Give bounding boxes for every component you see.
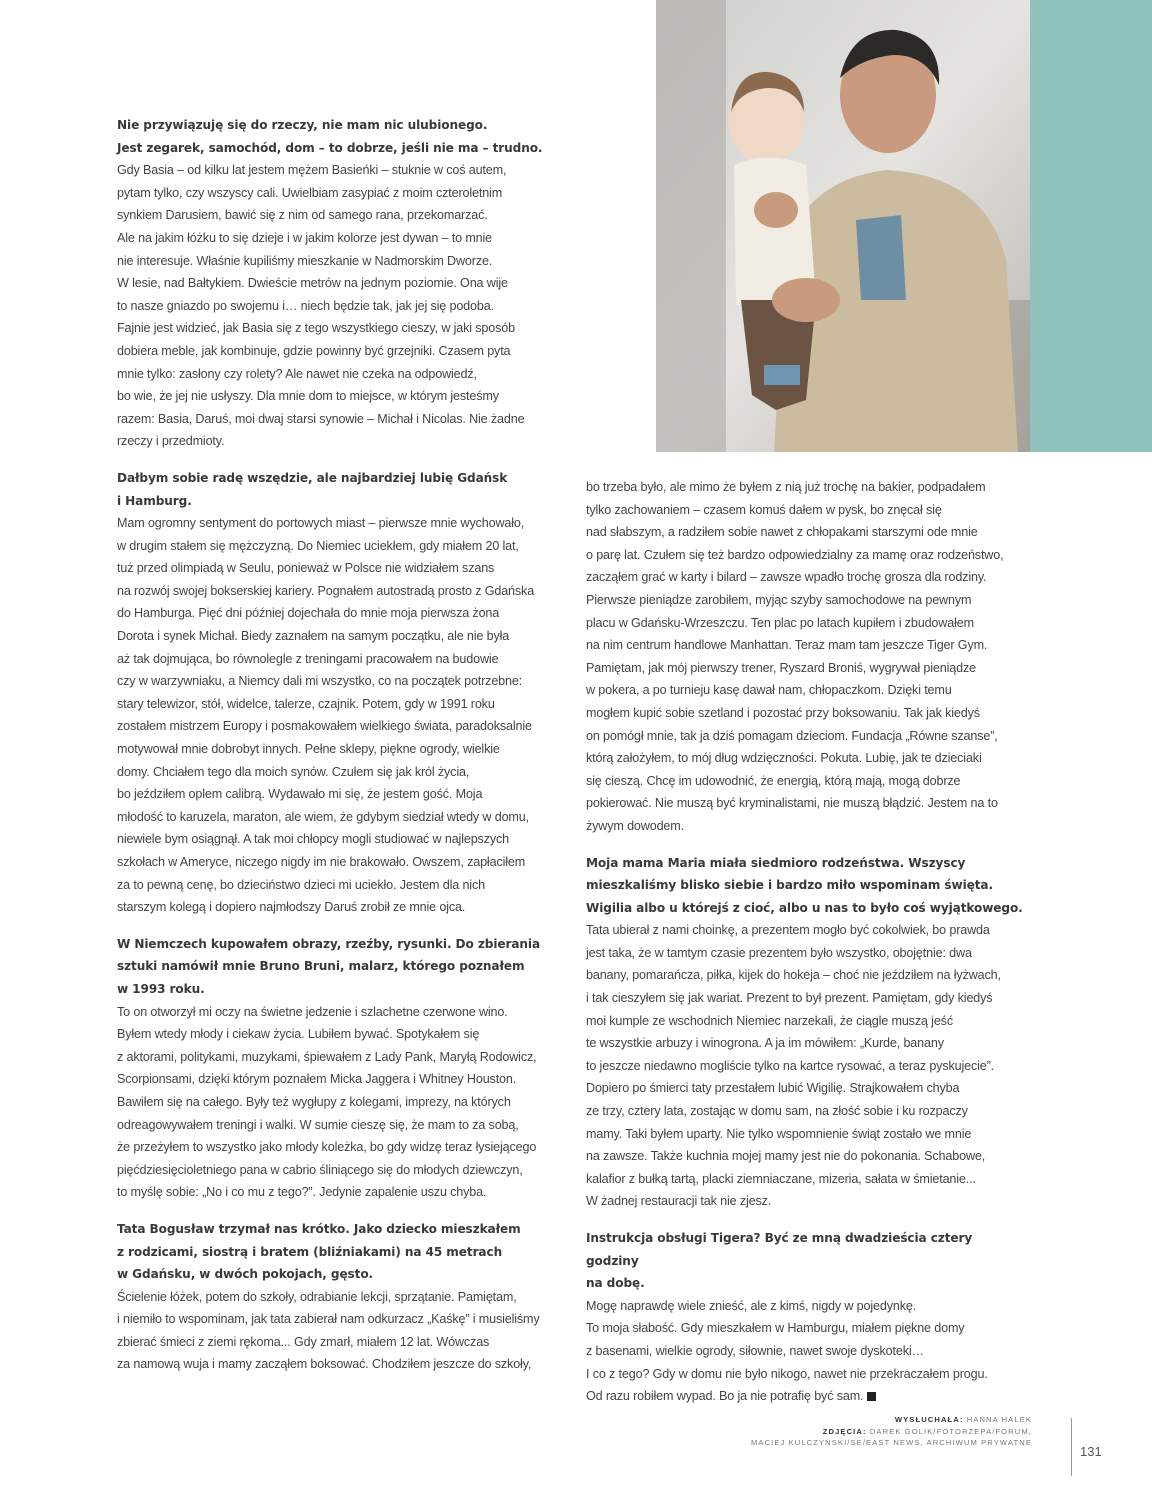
credit-photos-label: ZDJĘCIA: [822,1426,867,1436]
page-number: 131 [1080,1444,1102,1459]
section-heading: Instrukcja obsługi Tigera? Być ze mną dwadzieścia cztery godziny na dobę. [586,1231,973,1291]
article-section [117,933,557,1204]
final-paragraph-text: Mogę naprawdę wiele znieść, ale z kimś, nigdy w pojedynkę. To moja słabość. Gdy mieszkałem w Hamburgu, miałem piękne domy z basenami, wielkie ogrody, siłownie, nawet swoje dyskoteki… I co z tego? Gdy w domu nie było nikogo, nawet nie przekraczałem progu. Od razu robiłem wypad. Bo ja nie potrafię być sam. [586,1298,988,1404]
section-body: Gdy Basia – od kilku lat jestem mężem Basieńki – stuknie w coś autem, pytam tylko, czy wszyscy cali. Uwielbiam zasypiać z moim czteroletnim synkiem Darusiem, bawić się z nim od samego rana, przekomarzać. Ale na jakim łóżku to się dzieje i w jakim kolorze jest dywan – to mnie nie interesuje. Właśnie kupiliśmy mieszkanie w Nadmorskim Dworze. W lesie, nad Bałtykiem. Dwieście metrów na jednym poziomie. Ona wije to nasze gniazdo po swojemu i… niech będzie tak, jak jej się podoba. Fajnie jest widzieć, jak Basia się z tego wszystkiego cieszy, w jaki sposób dobiera meble, jak kombinuje, gdzie powinny być grzejniki. Czasem pyta mnie tylko: zasłony czy rolety? Ale nawet nie czeka na odpowiedź, bo wie, że jej nie usłyszy. Dla mnie dom to miejsce, w którym jesteśmy razem: Basia, Daruś, moi dwaj starsi synowie – Michał i Nicolas. Nie żadne rzeczy i przedmioty. [117,163,525,449]
section-heading: Dałbym sobie radę wszędzie, ale najbardziej lubię Gdańsk i Hamburg. [117,470,508,508]
section-heading: W Niemczech kupowałem obrazy, rzeźby, rysunki. Do zbierania sztuki namówił mnie Bruno Bruni, malarz, którego poznałem w 1993 roku. [117,936,541,996]
credit-photos-line2: MACIEJ KULCZYŃSKI/SE/EAST NEWS, ARCHIWUM PRYWATNE [750,1438,1032,1447]
credits-block [751,1414,1032,1449]
end-of-article-square-icon [867,1392,876,1401]
section-body: bo trzeba było, ale mimo że byłem z nią już trochę na bakier, podpadałem tylko zachowaniem – czasem komuś dałem w pysk, bo znęcał się nad słabszym, a radziłem sobie nawet z chłopakami starszymi ode mnie o parę lat. Czułem się też bardzo odpowiedzialny za mamę oraz rodzeństwo, zacząłem grać w karty i bilard – zawsze wpadło trochę grosza dla rodziny. Pierwsze pieniądze zarobiłem, myjąc szyby samochodowe na pewnym placu w Gdańsku-Wrzeszczu. Ten plac po latach kupiłem i zbudowałem na nim centrum handlowe Manhattan. Teraz mam tam jeszcze Tiger Gym. Pamiętam, jak mój pierwszy trener, Ryszard Broniś, wygrywał pieniądze w pokera, a po turnieju kasę dawał nam, chłopaczkom. Dzięki temu mogłem kupić sobie szetland i pozostać przy boksowaniu. Tak jak kiedyś on pomógł mnie, tak ja dziś pomagam dzieciom. Fundacja „Równe szanse”, którą założyłem, to mój dług wdzięczności. Pokuta. Lubię, jak te dzieciaki się cieszą. Chcę im udowodnić, że energią, którą mają, mogą dobrze pokierować. Nie muszą być kryminalistami, nie muszą błądzić. Jestem na to żywym dowodem. [586,480,1004,833]
section-body-final [586,1295,1026,1408]
section-heading: Moja mama Maria miała siedmioro rodzeństwa. Wszyscy mieszkaliśmy blisko siebie i bardzo miło wspominam święta. Wigilia albo u którejś z cioć, albo u nas to było coś wyjątkowego. [586,855,1023,915]
credit-interview [751,1414,1032,1426]
article-section [117,467,557,919]
section-body: To on otworzył mi oczy na świetne jedzenie i szlachetne czerwone wino. Byłem wtedy młody i ciekaw życia. Lubiłem bywać. Spotykałem się z aktorami, politykami, muzykami, śpiewałem z Lady Pank, Maryłą Rodowicz, Scorpionsami, dzięki którym poznałem Micka Jaggera i Whitney Houston. Bawiłem się na całego. Były też wygłupy z kolegami, imprezy, na których odreagowywałem treningi i walki. W sumie cieszę się, że mam to za sobą, że przeżyłem to wszystko jako młody koleżka, bo gdy widzę teraz łysiejącego pięćdziesięcioletniego pana w cabrio śliniącego się do młodych dziewczyn, to myślę sobie: „No i co mu z tego?”. Jedynie zapalenie uszu chyba. [117,1004,537,1200]
article-column-left [117,114,557,1390]
credit-photos-line1: DAREK GOLIK/FOTORZEPA/FORUM, [869,1426,1032,1436]
credit-interview-label: WYSŁUCHAŁA: [894,1415,964,1424]
credit-interview-name: HANNA HALEK [966,1415,1032,1424]
photo-father-with-baby [656,0,1030,452]
section-body: Mam ogromny sentyment do portowych miast – pierwsze mnie wychowało, w drugim stałem się mężczyzną. Do Niemiec uciekłem, gdy miałem 20 lat, tuż przed olimpiadą w Seulu, ponieważ w Polsce nie widziałem szans na rozwój swojej bokserskiej kariery. Pognałem autostradą prosto z Gdańska do Hamburga. Pięć dni później dojechała do mnie moja pierwsza żona Dorota i synek Michał. Biedy zaznałem na samym początku, ale nie była aż tak dojmująca, bo równolegle z treningami pracowałem na budowie czy w warzywniaku, a Niemcy dali mi wszystko, co na początek potrzebne: stary telewizor, stół, widelce, talerze, czajnik. Potem, gdy w 1991 roku zostałem mistrzem Europy i posmakowałem wielkiego świata, paradoksalnie motywował mnie dobrobyt innych. Pełne sklepy, piękne ogrody, wielkie domy. Chciałem tego dla moich synów. Czułem się jak król życia, bo jeździłem oplem calibrą. Wydawało mi się, że jestem gość. Moja młodość to karuzela, maraton, ale wiem, że gdybym siedział wtedy w domu, niewiele bym osiągnął. A tak moi chłopcy mogli studiować w najlepszych szkołach w Ameryce, niczego nigdy im nie brakowało. Owszem, zapłaciłem za to pewną cenę, bo dzieciństwo dzieci mi uciekło. Jestem dla nich starszym kolegą i dopiero najmłodszy Daruś zrobił ze mnie ojca. [117,516,535,915]
accent-color-band [1030,0,1152,452]
article-continuation [586,476,1026,838]
section-heading: Nie przywiązuję się do rzeczy, nie mam nic ulubionego. Jest zegarek, samochód, dom – to dobrze, jeśli nie ma – trudno. [117,118,543,155]
article-section [586,1227,1026,1408]
section-body: Tata ubierał z nami choinkę, a prezentem mogło być cokolwiek, bo prawda jest taka, że w tamtym czasie prezentem było wszystko, obojętnie: dwa banany, pomarańcza, piłka, kijek do hokeja – choć nie jeździłem na łyżwach, i tak cieszyłem się jak wariat. Prezent to był prezent. Pamiętam, gdy kiedyś moi kumple ze wschodnich Niemiec narzekali, że ciągle muszą jeść te wszystkie arbuzy i winogrona. A ja im mówiłem: „Kurde, banany to jeszcze niedawno mogliście tylko na kartce rysować, a teraz pyskujecie”. Dopiero po śmierci taty przestałem lubić Wigilię. Strajkowałem chyba ze trzy, cztery lata, zostając w domu sam, na złość sobie i ku rozpaczy mamy. Taki byłem uparty. Nie tylko wspomnienie świąt zostało we mnie na zawsze. Także kuchnia mojej mamy jest nie do pokonania. Schabowe, kalafior z bułką tartą, placki ziemniaczane, mizeria, sałata w śmietanie... W żadnej restauracji tak nie zjesz. [586,923,1001,1209]
section-body: Ścielenie łóżek, potem do szkoły, odrabianie lekcji, sprzątanie. Pamiętam, i niemiło to wspominam, jak tata zabierał nam odkurzacz „Kaśkę” i musieliśmy zbierać śmieci z ziemi rękoma... Gdy zmarł, miałem 12 lat. Wówczas za namową wuja i mamy zacząłem boksować. Chodziłem jeszcze do szkoły, [117,1289,540,1372]
article-section [117,1218,557,1376]
page-number-divider [1071,1418,1072,1476]
section-heading: Tata Bogusław trzymał nas krótko. Jako dziecko mieszkałem z rodzicami, siostrą i bratem (bliźniakami) na 45 metrach w Gdańsku, w dwóch pokojach, gęsto. [117,1221,521,1282]
article-section [586,852,1026,1214]
article-column-right [586,476,1026,1422]
credit-photos [751,1426,1032,1438]
article-section [117,114,557,453]
